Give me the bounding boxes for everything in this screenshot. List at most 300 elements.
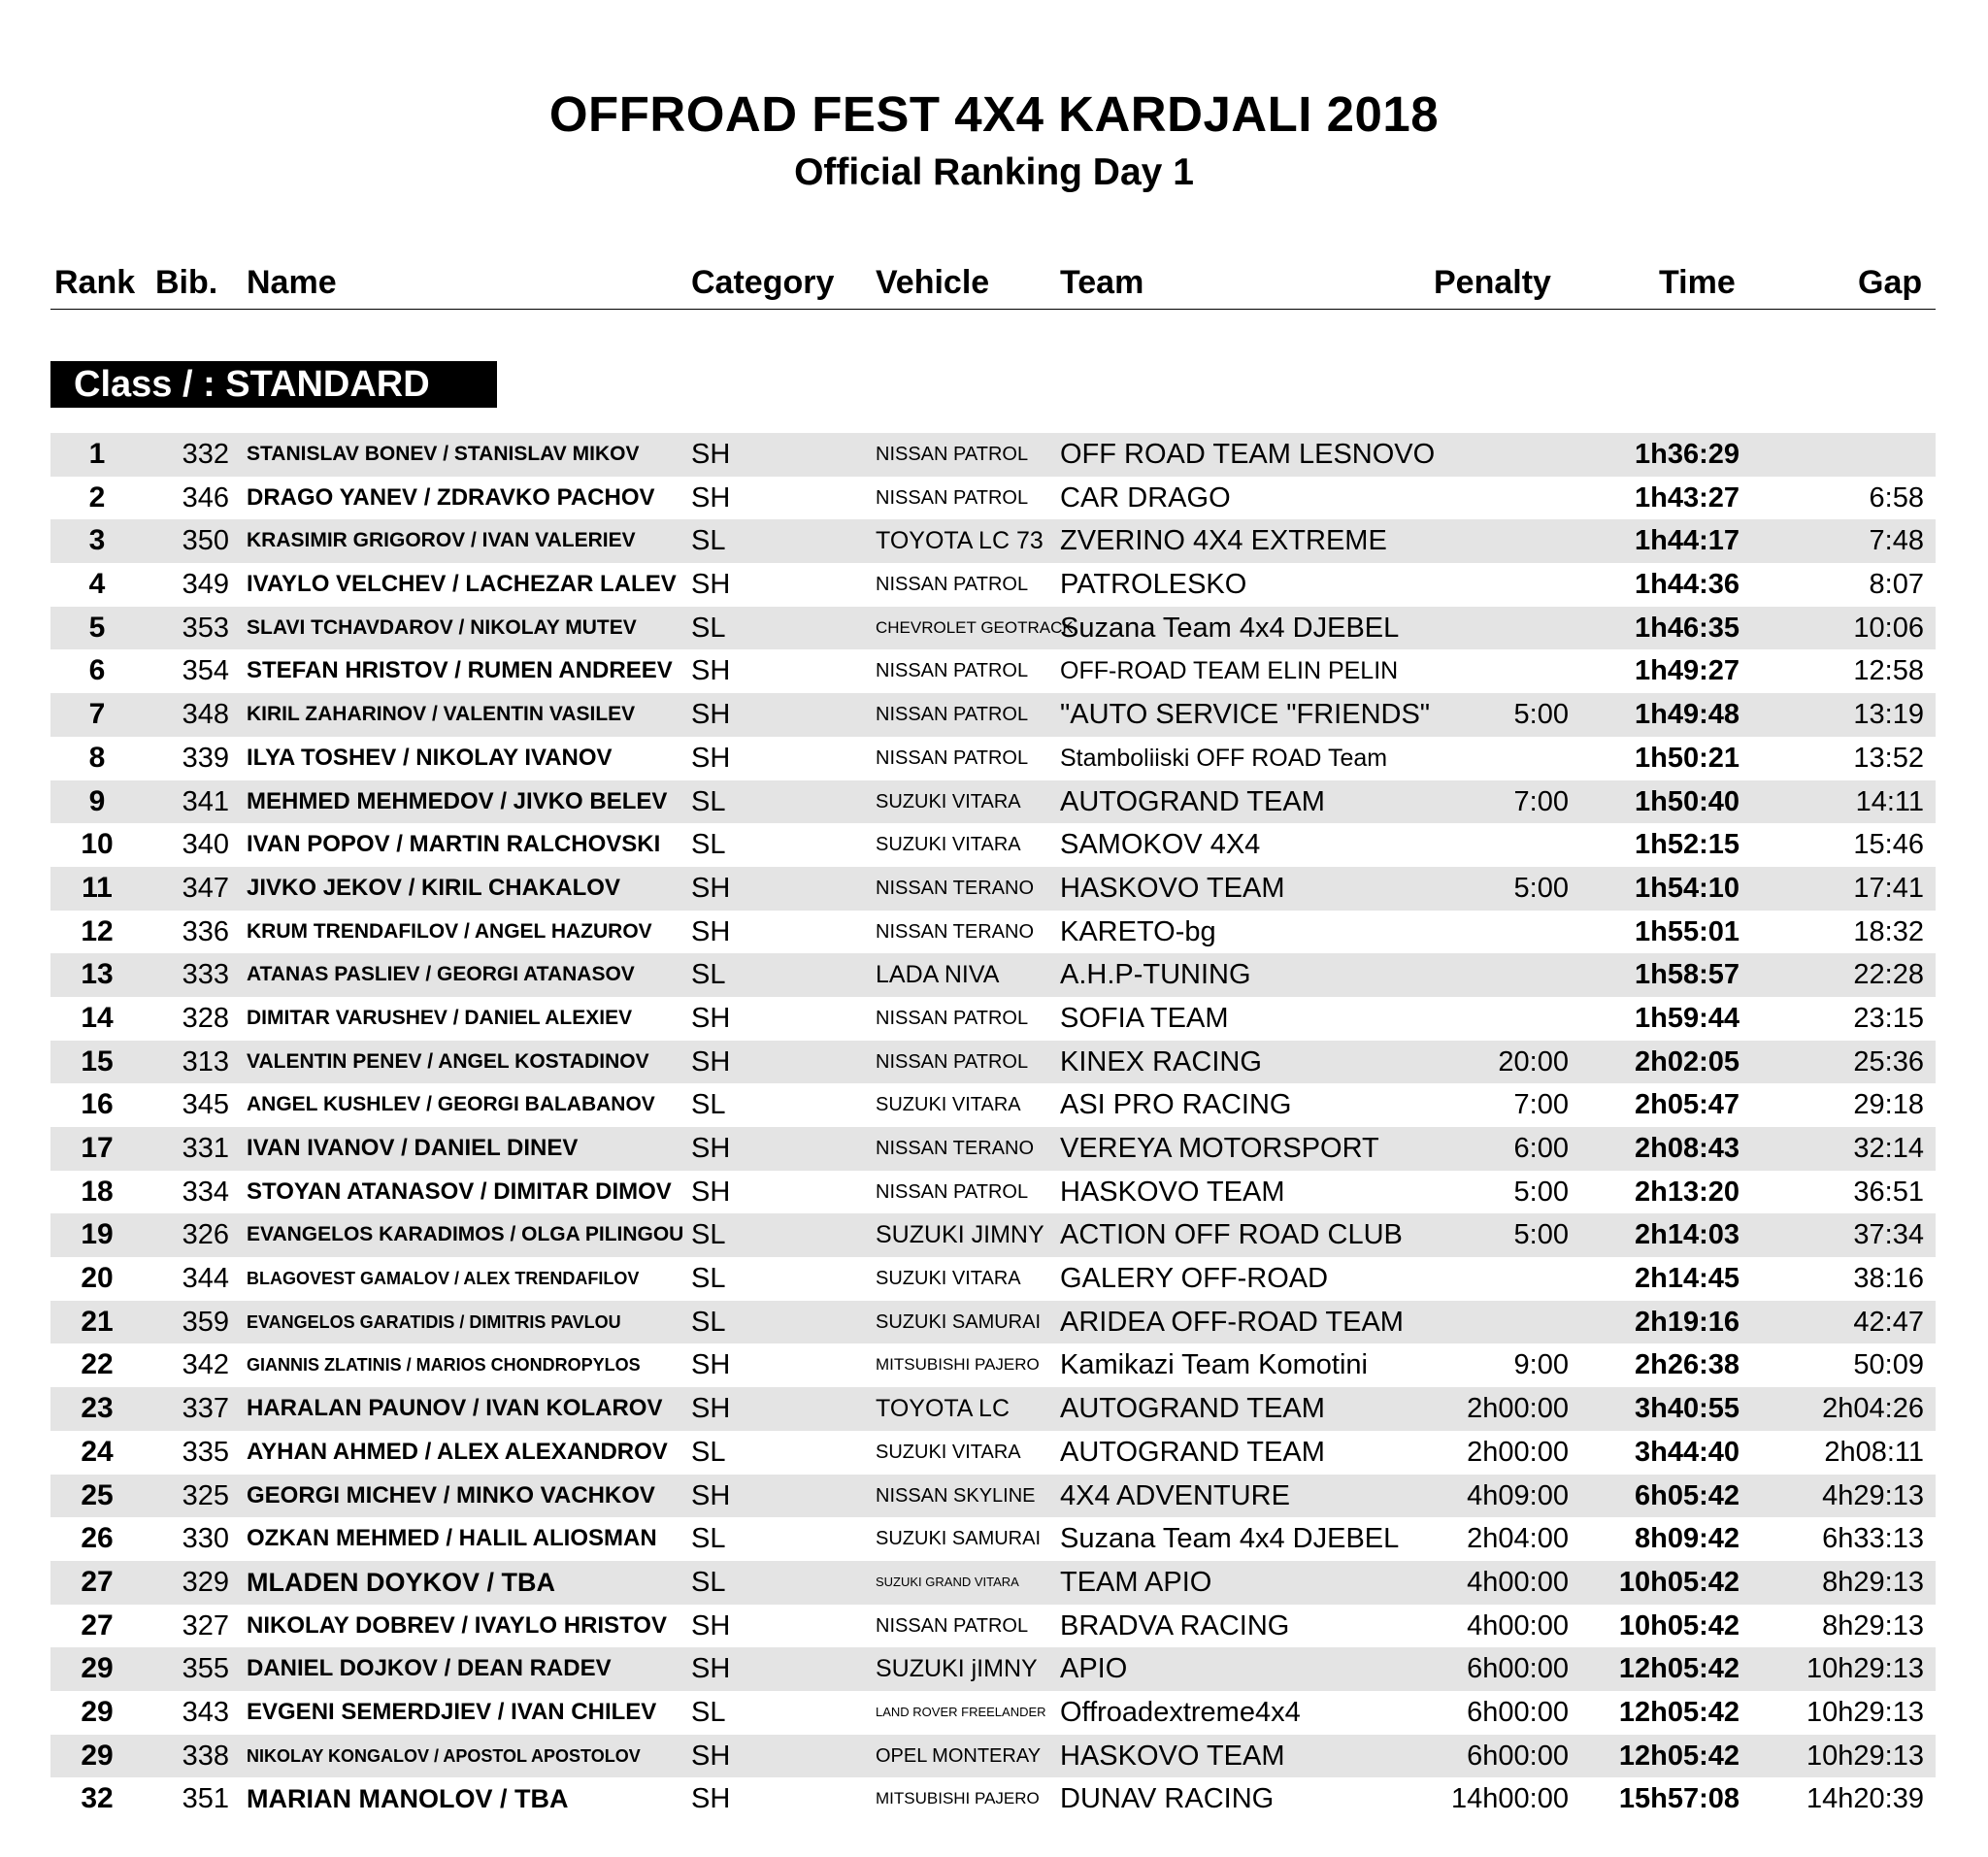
cell-time: 1h36:29 [1634,439,1740,470]
cell-name: KRASIMIR GRIGOROV / IVAN VALERIEV [247,529,636,552]
cell-vehicle: SUZUKI VITARA [876,790,1021,812]
cell-gap: 8h29:13 [1822,1609,1924,1641]
cell-team: AUTOGRAND TEAM [1060,785,1325,817]
cell-penalty: 2h00:00 [1467,1393,1569,1425]
cell-bib: 335 [182,1436,229,1468]
cell-gap: 42:47 [1853,1306,1924,1338]
cell-rank: 10 [81,828,114,861]
cell-gap: 29:18 [1853,1089,1924,1121]
cell-category: SH [691,1740,731,1772]
cell-gap: 13:19 [1853,699,1924,731]
cell-team: VEREYA MOTORSPORT [1060,1133,1379,1164]
cell-time: 1h54:10 [1634,872,1740,904]
cell-category: SH [691,742,731,774]
cell-bib: 338 [182,1740,229,1772]
cell-time: 6h05:42 [1634,1479,1740,1511]
cell-vehicle: SUZUKI VITARA [876,1094,1021,1116]
table-row [50,1735,1936,1778]
cell-name: DANIEL DOJKOV / DEAN RADEV [247,1655,612,1682]
cell-rank: 29 [81,1695,114,1728]
cell-vehicle: MITSUBISHI PAJERO [876,1789,1040,1808]
cell-gap: 2h08:11 [1824,1436,1924,1468]
table-row [50,1431,1936,1475]
cell-category: SH [691,1176,731,1208]
cell-rank: 9 [88,784,106,817]
table-row [50,649,1936,693]
cell-team: Offroadextreme4x4 [1060,1696,1301,1728]
cell-vehicle: SUZUKI VITARA [876,834,1021,856]
cell-gap: 6h33:13 [1822,1523,1924,1555]
cell-vehicle: NISSAN TERANO [876,1138,1034,1159]
cell-name: IVAYLO VELCHEV / LACHEZAR LALEV [247,571,677,598]
cell-category: SL [691,1089,726,1121]
cell-bib: 348 [182,699,229,731]
cell-bib: 330 [182,1523,229,1555]
cell-bib: 347 [182,872,229,904]
cell-name: OZKAN MEHMED / HALIL ALIOSMAN [247,1525,657,1552]
cell-team: Suzana Team 4x4 DJEBEL [1060,612,1400,644]
cell-penalty: 9:00 [1513,1349,1569,1381]
table-row [50,1647,1936,1691]
cell-name: DRAGO YANEV / ZDRAVKO PACHOV [247,483,655,511]
cell-vehicle: NISSAN PATROL [876,1614,1029,1637]
cell-bib: 342 [182,1349,229,1381]
cell-gap: 23:15 [1853,1002,1924,1034]
cell-gap: 18:32 [1853,915,1924,947]
cell-name: MLADEN DOYKOV / TBA [247,1567,556,1597]
cell-time: 1h58:57 [1634,959,1740,991]
cell-team: "AUTO SERVICE "FRIENDS" [1060,699,1431,731]
table-row [50,433,1936,477]
header-bib: Bib. [155,264,218,301]
table-row [50,1083,1936,1127]
cell-vehicle: SUZUKI jIMNY [876,1655,1038,1683]
table-row [50,1171,1936,1214]
cell-name: STOYAN ATANASOV / DIMITAR DIMOV [247,1177,672,1205]
cell-vehicle: CHEVROLET GEOTRACK [876,617,1074,637]
cell-name: STEFAN HRISTOV / RUMEN ANDREEV [247,657,673,684]
cell-category: SH [691,1783,731,1815]
cell-rank: 13 [81,958,114,991]
document-title: OFFROAD FEST 4X4 KARDJALI 2018 [548,86,1440,142]
cell-time: 2h02:05 [1634,1045,1740,1078]
cell-time: 2h14:03 [1634,1219,1740,1251]
cell-category: SH [691,1045,731,1078]
cell-rank: 7 [88,698,106,731]
cell-time: 15h57:08 [1618,1783,1740,1815]
cell-penalty: 4h09:00 [1467,1479,1569,1511]
cell-bib: 353 [182,612,229,644]
cell-penalty: 20:00 [1498,1045,1569,1078]
header-penalty: Penalty [1434,264,1551,301]
cell-time: 10h05:42 [1618,1609,1740,1641]
table-row [50,911,1936,954]
header-team: Team [1060,264,1144,301]
cell-name: MARIAN MANOLOV / TBA [247,1784,569,1814]
cell-time: 2h14:45 [1634,1263,1740,1295]
cell-bib: 326 [182,1219,229,1251]
table-row [50,1561,1936,1605]
cell-vehicle: NISSAN PATROL [876,1050,1029,1073]
cell-gap: 8h29:13 [1822,1566,1924,1598]
cell-team: 4X4 ADVENTURE [1060,1479,1290,1511]
cell-gap: 22:28 [1853,959,1924,991]
cell-time: 1h52:15 [1634,829,1740,861]
cell-gap: 50:09 [1853,1349,1924,1381]
cell-rank: 14 [81,1001,114,1034]
cell-vehicle: TOYOTA LC 73 [876,527,1044,555]
cell-category: SH [691,1002,731,1034]
table-row [50,737,1936,780]
cell-gap: 10h29:13 [1806,1653,1924,1685]
cell-rank: 11 [82,871,113,904]
cell-rank: 18 [81,1175,114,1208]
cell-time: 2h19:16 [1634,1306,1740,1338]
table-row [50,519,1936,563]
cell-rank: 21 [81,1305,114,1338]
cell-gap: 38:16 [1853,1263,1924,1295]
cell-gap: 12:58 [1853,655,1924,687]
cell-gap: 25:36 [1853,1045,1924,1078]
cell-team: KINEX RACING [1060,1045,1262,1078]
cell-team: DUNAV RACING [1060,1783,1275,1815]
cell-team: AUTOGRAND TEAM [1060,1436,1325,1468]
cell-gap: 10:06 [1853,612,1924,644]
cell-penalty: 5:00 [1513,1176,1569,1208]
cell-bib: 350 [182,525,229,557]
cell-team: OFF ROAD TEAM LESNOVO [1060,439,1436,470]
cell-bib: 340 [182,829,229,861]
cell-gap: 36:51 [1853,1176,1924,1208]
cell-rank: 5 [88,611,106,644]
document-subtitle: Official Ranking Day 1 [794,151,1194,193]
table-row [50,1041,1936,1084]
cell-category: SL [691,1219,726,1251]
cell-team: BRADVA RACING [1060,1609,1290,1641]
cell-rank: 17 [81,1132,114,1164]
cell-team: OFF-ROAD TEAM ELIN PELIN [1060,657,1399,685]
cell-rank: 16 [81,1088,114,1121]
table-row [50,823,1936,867]
cell-penalty: 5:00 [1513,1219,1569,1251]
header-name: Name [247,264,337,301]
cell-bib: 355 [182,1653,229,1685]
ranking-table [50,433,1936,1821]
table-row [50,1517,1936,1561]
cell-rank: 32 [81,1782,114,1815]
cell-rank: 23 [81,1392,114,1425]
cell-team: Stamboliiski OFF ROAD Team [1060,744,1388,772]
cell-category: SH [691,1393,731,1425]
cell-rank: 27 [81,1565,114,1598]
cell-time: 1h55:01 [1634,915,1740,947]
cell-name: JIVKO JEKOV / KIRIL CHAKALOV [247,874,620,901]
cell-penalty: 2h04:00 [1467,1523,1569,1555]
cell-name: IVAN POPOV / MARTIN RALCHOVSKI [247,831,661,858]
cell-name: KRUM TRENDAFILOV / ANGEL HAZUROV [247,919,652,943]
cell-rank: 26 [81,1522,114,1555]
cell-team: AUTOGRAND TEAM [1060,1393,1325,1425]
cell-penalty: 7:00 [1513,1089,1569,1121]
cell-category: SL [691,525,726,557]
cell-vehicle: NISSAN PATROL [876,746,1029,769]
cell-bib: 325 [182,1479,229,1511]
cell-category: SH [691,481,731,514]
cell-rank: 22 [81,1348,114,1381]
cell-team: APIO [1060,1653,1128,1685]
cell-penalty: 6h00:00 [1467,1653,1569,1685]
header-divider [50,309,1936,310]
cell-category: SL [691,829,726,861]
cell-gap: 15:46 [1853,829,1924,861]
cell-rank: 19 [81,1218,114,1251]
cell-time: 1h43:27 [1634,481,1740,514]
cell-penalty: 4h00:00 [1467,1609,1569,1641]
cell-bib: 354 [182,655,229,687]
header-gap: Gap [1858,264,1923,301]
cell-vehicle: SUZUKI SAMURAI [876,1310,1042,1333]
cell-bib: 344 [182,1263,229,1295]
cell-bib: 337 [182,1393,229,1425]
cell-category: SH [691,915,731,947]
cell-category: SL [691,1263,726,1295]
cell-vehicle: OPEL MONTERAY [876,1744,1042,1767]
cell-penalty: 6h00:00 [1467,1696,1569,1728]
cell-category: SL [691,1306,726,1338]
cell-rank: 6 [88,654,106,687]
cell-category: SH [691,1479,731,1511]
cell-rank: 29 [81,1739,114,1772]
cell-penalty: 14h00:00 [1451,1783,1569,1815]
table-row [50,1343,1936,1387]
cell-name: ANGEL KUSHLEV / GEORGI BALABANOV [247,1093,655,1116]
table-row [50,953,1936,997]
cell-team: GALERY OFF-ROAD [1060,1263,1329,1295]
cell-category: SH [691,439,731,470]
cell-gap: 14:11 [1855,785,1924,817]
cell-time: 3h40:55 [1634,1393,1740,1425]
cell-vehicle: TOYOTA LC [876,1395,1011,1423]
cell-gap: 2h04:26 [1822,1393,1924,1425]
cell-vehicle: NISSAN TERANO [876,920,1034,943]
cell-vehicle: NISSAN PATROL [876,574,1029,596]
table-row [50,1257,1936,1301]
cell-bib: 349 [182,569,229,601]
cell-penalty: 5:00 [1513,699,1569,731]
cell-team: A.H.P-TUNING [1060,959,1251,991]
table-row [50,1777,1936,1821]
cell-rank: 29 [81,1652,114,1685]
cell-name: STANISLAV BONEV / STANISLAV MIKOV [247,443,640,465]
cell-team: CAR DRAGO [1060,481,1231,514]
cell-rank: 24 [81,1435,114,1468]
cell-time: 2h08:43 [1634,1133,1740,1164]
cell-bib: 329 [182,1566,229,1598]
cell-bib: 334 [182,1176,229,1208]
cell-vehicle: NISSAN PATROL [876,1007,1029,1029]
cell-name: MEHMED MEHMEDOV / JIVKO BELEV [247,787,668,814]
cell-category: SL [691,1523,726,1555]
cell-bib: 339 [182,742,229,774]
cell-team: TEAM APIO [1060,1566,1212,1598]
cell-time: 2h13:20 [1634,1176,1740,1208]
table-row [50,1301,1936,1344]
cell-rank: 3 [88,524,106,557]
table-row [50,1127,1936,1171]
cell-team: SAMOKOV 4X4 [1060,829,1261,861]
header-rank: Rank [54,264,136,301]
cell-vehicle: NISSAN PATROL [876,486,1029,509]
cell-bib: 359 [182,1306,229,1338]
cell-bib: 313 [182,1045,229,1078]
table-row [50,780,1936,824]
cell-rank: 4 [88,568,106,601]
table-row [50,997,1936,1041]
cell-vehicle: NISSAN PATROL [876,444,1029,465]
cell-gap: 10h29:13 [1806,1696,1924,1728]
cell-name: AYHAN AHMED / ALEX ALEXANDROV [247,1438,668,1465]
cell-rank: 2 [88,481,106,514]
cell-time: 2h05:47 [1634,1089,1740,1121]
table-row [50,1605,1936,1648]
cell-rank: 25 [81,1478,114,1511]
cell-team: KARETO-bg [1060,915,1216,947]
cell-rank: 8 [88,741,106,774]
cell-category: SL [691,612,726,644]
cell-time: 10h05:42 [1618,1566,1740,1598]
cell-vehicle: SUZUKI VITARA [876,1268,1021,1290]
cell-gap: 37:34 [1853,1219,1924,1251]
cell-team: PATROLESKO [1060,569,1247,601]
cell-bib: 351 [182,1783,229,1815]
cell-gap: 32:14 [1853,1133,1924,1164]
cell-time: 1h44:17 [1634,525,1740,557]
cell-gap: 17:41 [1853,872,1924,904]
cell-gap: 14h20:39 [1806,1783,1924,1815]
cell-time: 12h05:42 [1618,1696,1740,1728]
cell-team: ZVERINO 4X4 EXTREME [1060,525,1387,557]
cell-name: HARALAN PAUNOV / IVAN KOLAROV [247,1395,663,1422]
table-row [50,607,1936,650]
table-row [50,693,1936,737]
cell-vehicle: SUZUKI SAMURAI [876,1528,1042,1550]
cell-name: DIMITAR VARUSHEV / DANIEL ALEXIEV [247,1006,633,1029]
cell-gap: 4h29:13 [1822,1479,1924,1511]
cell-name: EVANGELOS KARADIMOS / OLGA PILINGOU [247,1223,684,1246]
cell-bib: 336 [182,915,229,947]
cell-rank: 20 [81,1262,114,1295]
header-time: Time [1659,264,1736,301]
cell-team: ACTION OFF ROAD CLUB [1060,1219,1403,1251]
cell-penalty: 7:00 [1513,785,1569,817]
cell-bib: 333 [182,959,229,991]
cell-category: SL [691,1566,726,1598]
cell-time: 1h50:40 [1634,785,1740,817]
cell-bib: 327 [182,1609,229,1641]
cell-penalty: 6h00:00 [1467,1740,1569,1772]
table-row [50,1213,1936,1257]
cell-category: SH [691,872,731,904]
cell-time: 1h44:36 [1634,569,1740,601]
table-row [50,1475,1936,1518]
cell-category: SH [691,1133,731,1164]
cell-team: Suzana Team 4x4 DJEBEL [1060,1523,1400,1555]
cell-team: HASKOVO TEAM [1060,872,1285,904]
cell-time: 1h49:48 [1634,699,1740,731]
cell-team: SOFIA TEAM [1060,1002,1229,1034]
cell-name: KIRIL ZAHARINOV / VALENTIN VASILEV [247,703,636,726]
cell-category: SH [691,1653,731,1685]
header-category: Category [691,264,835,301]
cell-vehicle: MITSUBISHI PAJERO [876,1355,1040,1375]
cell-vehicle: SUZUKI JIMNY [876,1221,1044,1249]
cell-name: EVANGELOS GARATIDIS / DIMITRIS PAVLOU [247,1311,621,1332]
cell-vehicle: NISSAN PATROL [876,1180,1029,1203]
cell-penalty: 5:00 [1513,872,1569,904]
cell-name: GEORGI MICHEV / MINKO VACHKOV [247,1481,655,1509]
cell-vehicle: NISSAN SKYLINE [876,1484,1036,1507]
cell-name: IVAN IVANOV / DANIEL DINEV [247,1135,579,1161]
cell-vehicle: NISSAN TERANO [876,877,1034,899]
header-vehicle: Vehicle [876,264,990,301]
cell-name: ILYA TOSHEV / NIKOLAY IVANOV [247,744,613,771]
cell-bib: 346 [182,481,229,514]
cell-category: SL [691,959,726,991]
cell-team: HASKOVO TEAM [1060,1176,1285,1208]
cell-name: GIANNIS ZLATINIS / MARIOS CHONDROPYLOS [247,1355,641,1376]
cell-rank: 27 [81,1608,114,1641]
cell-penalty: 2h00:00 [1467,1436,1569,1468]
cell-name: ATANAS PASLIEV / GEORGI ATANASOV [247,963,635,986]
cell-gap: 13:52 [1853,742,1924,774]
cell-vehicle: LADA NIVA [876,961,1000,989]
cell-team: Kamikazi Team Komotini [1060,1349,1368,1381]
table-row [50,1691,1936,1735]
cell-time: 1h50:21 [1634,742,1740,774]
cell-team: HASKOVO TEAM [1060,1740,1285,1772]
cell-name: BLAGOVEST GAMALOV / ALEX TRENDAFILOV [247,1269,640,1289]
cell-vehicle: SUZUKI GRAND VITARA [876,1574,1019,1589]
cell-gap: 8:07 [1869,569,1924,601]
cell-bib: 343 [182,1696,229,1728]
cell-rank: 15 [81,1045,114,1078]
cell-penalty: 6:00 [1513,1133,1569,1164]
cell-category: SL [691,1436,726,1468]
cell-name: NIKOLAY KONGALOV / APOSTOL APOSTOLOV [247,1745,641,1766]
cell-bib: 345 [182,1089,229,1121]
cell-name: NIKOLAY DOBREV / IVAYLO HRISTOV [247,1611,667,1639]
cell-vehicle: SUZUKI VITARA [876,1441,1021,1463]
table-row [50,477,1936,520]
cell-time: 1h59:44 [1634,1002,1740,1034]
cell-penalty: 4h00:00 [1467,1566,1569,1598]
cell-category: SL [691,785,726,817]
cell-vehicle: LAND ROVER FREELANDER [876,1704,1046,1719]
table-row [50,867,1936,911]
cell-category: SL [691,1696,726,1728]
cell-time: 12h05:42 [1618,1653,1740,1685]
cell-rank: 12 [81,914,114,947]
cell-bib: 332 [182,439,229,470]
cell-time: 1h46:35 [1634,612,1740,644]
table-row [50,1387,1936,1431]
cell-name: SLAVI TCHAVDAROV / NIKOLAY MUTEV [247,615,637,639]
cell-gap: 7:48 [1869,525,1924,557]
cell-time: 3h44:40 [1634,1436,1740,1468]
cell-vehicle: NISSAN PATROL [876,660,1029,682]
cell-time: 1h49:27 [1634,655,1740,687]
cell-time: 8h09:42 [1634,1523,1740,1555]
